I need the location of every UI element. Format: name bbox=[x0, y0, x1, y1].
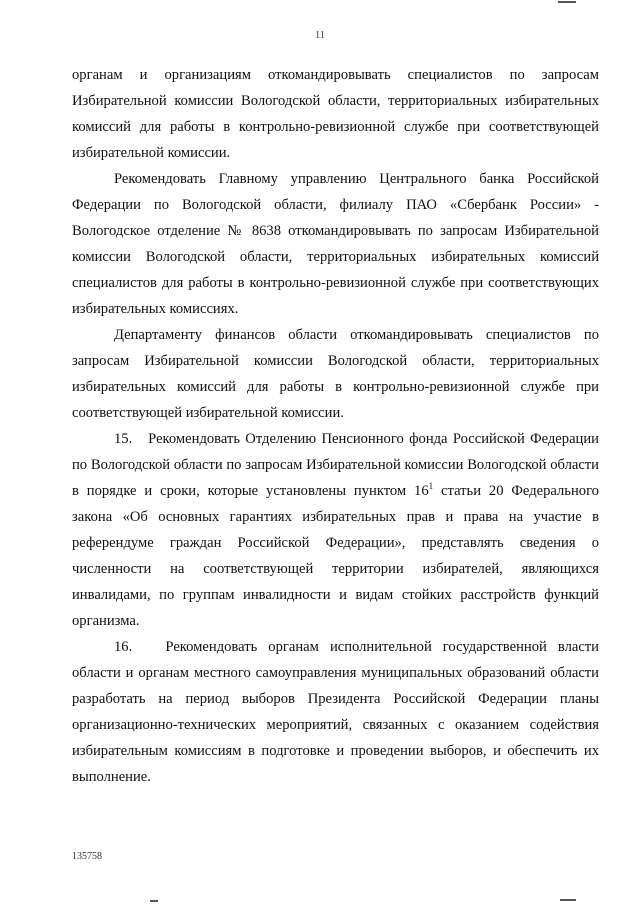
scan-artifact-bottom-right bbox=[560, 899, 576, 901]
paragraph-central-bank: Рекомендовать Главному управлению Центрального банка Российской Федерации по Вологодской области, филиалу ПАО «Сбербанк России» - Вологодское отделение № 8638 откомандировывать по запросам Избирательной комиссии Вологодской области, территориальных избирательных комиссий специалистов для работы в контрольно-ревизионной службе при соответствующих избирательных комиссиях. bbox=[72, 171, 599, 317]
item-15-text-after: статьи 20 Федерального закона «Об основных гарантиях избирательных прав и права на участие в референдуме граждан Российской Федерации», представлять сведения о численности на соответствующей территории избирателей, являющихся инвалидами, по группам инвалидности и видам стойких расстройств функций организма. bbox=[72, 483, 599, 629]
item-15 bbox=[72, 426, 599, 634]
paragraph-finance-department: Департаменту финансов области откомандировывать специалистов по запросам Избирательной комиссии Вологодской области, территориальных избирательных комиссий для работы в контрольно-ревизионной службе при соответствующей избирательной комиссии. bbox=[72, 327, 599, 421]
scan-artifact-top bbox=[558, 1, 576, 3]
item-16: 16. Рекомендовать органам исполнительной государственной власти области и органам местного самоуправления муниципальных образований области разработать на период выборов Президента Российской Федерации планы организационно-технических мероприятий, связанных с оказанием содействия избирательным комиссиям в подготовке и проведении выборов, и обеспечить их выполнение. bbox=[72, 639, 599, 785]
page-number: 11 bbox=[315, 30, 325, 41]
item-15-superscript: 1 bbox=[428, 481, 434, 492]
item-15-text-before: 15. Рекомендовать Отделению Пенсионного фонда Российской Федерации по Вологодской области по запросам Избирательной комиссии Вологодской области в порядке и сроки, которые установлены пунктом 16 bbox=[72, 431, 599, 499]
scan-artifact-bottom-left bbox=[150, 900, 158, 902]
paragraph-continuation: органам и организациям откомандировывать специалистов по запросам Избирательной комиссии Вологодской области, территориальных избирательных комиссий для работы в контрольно-ревизионной службе при соответствующей избирательной комиссии. bbox=[72, 67, 599, 161]
document-body bbox=[72, 62, 599, 790]
footer-document-code: 135758 bbox=[72, 851, 102, 862]
